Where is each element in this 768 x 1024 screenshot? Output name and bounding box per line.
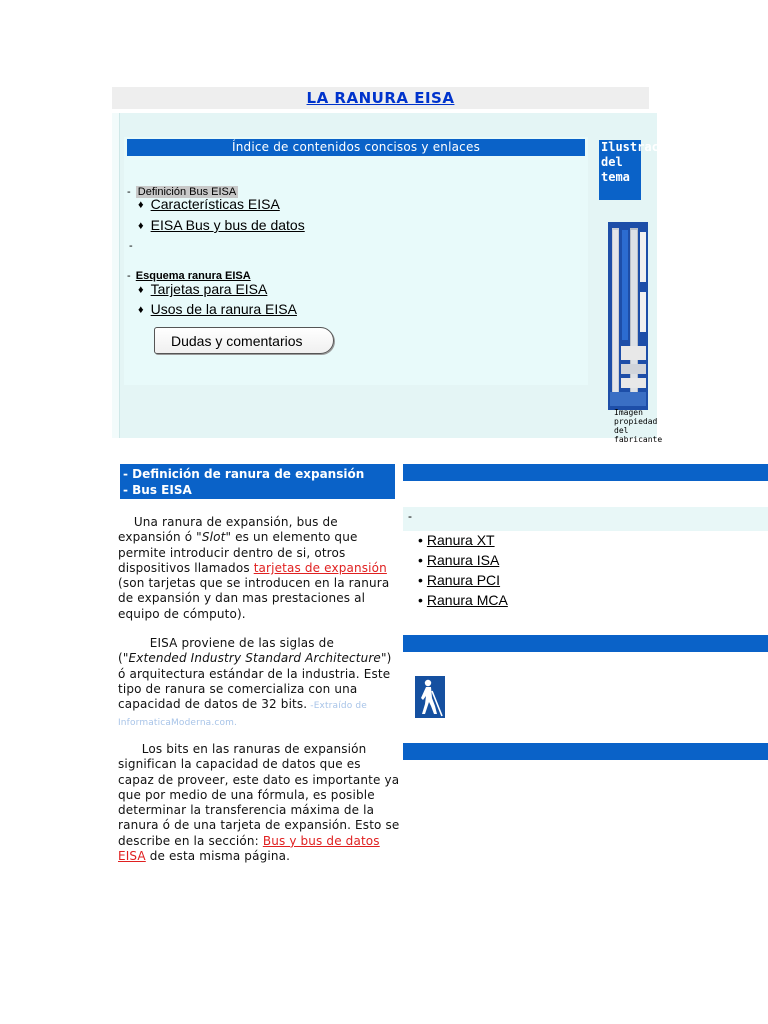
index-header: Índice de contenidos concisos y enlaces [127, 139, 585, 156]
related-header-bar [403, 464, 768, 481]
motherboard-image [608, 222, 648, 410]
section-label-definicion[interactable]: Definición Bus EISA [137, 186, 237, 198]
related-link-ranura-mca[interactable]: • Ranura MCA [418, 592, 508, 608]
page-title-link[interactable]: LA RANURA EISA [306, 89, 455, 107]
related-link-ranura-xt[interactable]: • Ranura XT [418, 532, 495, 548]
bullet-icon: • [418, 532, 423, 548]
bullet-icon: • [418, 572, 423, 588]
diamond-bullet-icon: ♦ [138, 220, 144, 232]
footer-bar [403, 743, 768, 760]
link-tarjetas-expansion[interactable]: tarjetas de expansión [253, 560, 387, 575]
section-label-esquema[interactable]: Esquema ranura EISA [135, 270, 251, 282]
dash-marker: - [408, 509, 412, 523]
dash-marker: - [129, 240, 133, 252]
dash-marker: - [127, 186, 131, 198]
paragraph-bits: Los bits en las ranuras de expansión significan la capacidad de datos que es capaz de proveer, este dato es importante ya que por medio de una fórmula, es posible determinar la transferencia máxima de la ranura ó de una tarjeta de expansión. Esto se describe en la sección: Bus y bus de datos EISA de esta misma página. [118, 742, 400, 864]
related-link-ranura-isa[interactable]: • Ranura ISA [418, 552, 500, 568]
diamond-bullet-icon: ♦ [138, 304, 144, 316]
index-link-tarjetas[interactable]: ♦ Tarjetas para EISA [138, 281, 268, 297]
definition-header: - Definición de ranura de expansión - Bus EISA [120, 464, 395, 499]
index-panel-stripe [112, 113, 120, 438]
paragraph-eisa-definition: EISA proviene de las siglas de ("Extended Industry Standard Architecture") ó arquitectura estándar de la industria. Este tipo de ranura se comercializa con una capacidad de datos de 32 bits. -Extraído de InformaticaModerna.com. [118, 636, 392, 729]
blind-person-icon [415, 676, 445, 718]
illustration-caption: Imagen propiedad del fabricante [614, 408, 663, 444]
link-bus-datos-eisa[interactable]: Bus y bus de datos EISA [118, 833, 380, 864]
illustration-label: Ilustración del tema [599, 140, 641, 200]
paragraph-slot-definition: Una ranura de expansión, bus de expansión ó "Slot" es un elemento que permite introducir dentro de si, otros dispositivos llamados tarjetas de expansión (son tarjetas que se introducen en la ranura de expansión y dan mas prestaciones al equipo de cómputo). [118, 515, 390, 621]
motherboard-graphic [608, 222, 648, 410]
related-link-ranura-pci[interactable]: • Ranura PCI [418, 572, 501, 588]
title-bar [112, 87, 649, 109]
diamond-bullet-icon: ♦ [138, 284, 144, 296]
bullet-icon: • [418, 592, 423, 608]
accessibility-icon[interactable] [415, 676, 445, 718]
bullet-icon: • [418, 552, 423, 568]
accessibility-header-bar [403, 635, 768, 652]
index-link-usos[interactable]: ♦ Usos de la ranura EISA [138, 301, 297, 317]
dash-marker: - [127, 270, 131, 282]
diamond-bullet-icon: ♦ [138, 199, 144, 211]
dudas-comentarios-button[interactable]: Dudas y comentarios [154, 327, 334, 354]
index-link-bus-datos[interactable]: ♦ EISA Bus y bus de datos [138, 217, 305, 233]
index-link-caracteristicas[interactable]: ♦ Características EISA [138, 196, 280, 212]
related-panel [403, 507, 768, 531]
source-note: -Extraído de InformaticaModerna.com. [118, 701, 367, 729]
